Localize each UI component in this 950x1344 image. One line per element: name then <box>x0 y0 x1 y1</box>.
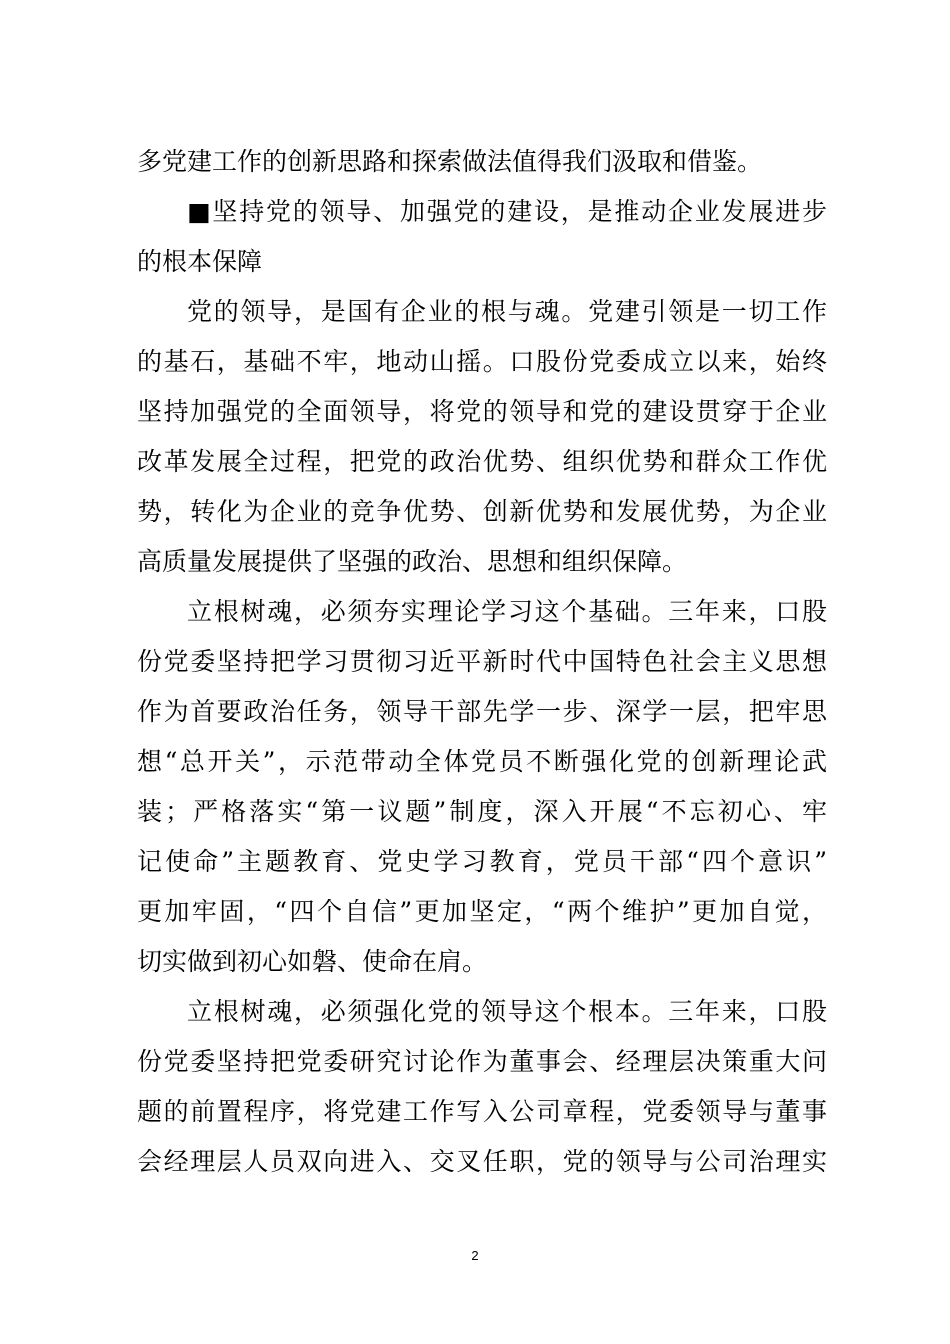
body-line: 改革发展全过程，把党的政治优势、组织优势和群众工作优 <box>137 447 827 476</box>
body-line: 坚持加强党的全面领导，将党的领导和党的建设贯穿于企业 <box>137 397 827 426</box>
section-heading-line: ■坚持党的领导、加强党的建设，是推动企业发展进步 <box>187 197 827 226</box>
body-line: 立根树魂，必须强化党的领导这个根本。三年来，口股 <box>187 997 827 1026</box>
page-number: 2 <box>471 1248 479 1263</box>
body-line: 想“总开关”，示范带动全体党员不断强化党的创新理论武 <box>137 747 827 776</box>
body-line: 党的领导，是国有企业的根与魂。党建引领是一切工作 <box>187 297 827 326</box>
body-line: 切实做到初心如磐、使命在肩。 <box>137 947 488 976</box>
body-line: 份党委坚持把学习贯彻习近平新时代中国特色社会主义思想 <box>137 647 827 676</box>
body-line: 题的前置程序，将党建工作写入公司章程，党委领导与董事 <box>137 1097 827 1126</box>
body-line: 份党委坚持把党委研究讨论作为董事会、经理层决策重大问 <box>137 1047 827 1076</box>
body-line: 作为首要政治任务，领导干部先学一步、深学一层，把牢思 <box>137 697 827 726</box>
body-line: 高质量发展提供了坚强的政治、思想和组织保障。 <box>137 547 688 576</box>
body-line: 势，转化为企业的竞争优势、创新优势和发展优势，为企业 <box>137 497 827 526</box>
body-line: 多党建工作的创新思路和探索做法值得我们汲取和借鉴。 <box>137 147 763 176</box>
body-line: 记使命”主题教育、党史学习教育，党员干部“四个意识” <box>137 847 827 876</box>
body-line: 立根树魂，必须夯实理论学习这个基础。三年来，口股 <box>187 597 827 626</box>
body-line: 会经理层人员双向进入、交叉任职，党的领导与公司治理实 <box>137 1147 827 1176</box>
body-line: 装；严格落实“第一议题”制度，深入开展“不忘初心、牢 <box>137 797 827 826</box>
body-line: 更加牢固，“四个自信”更加坚定，“两个维护”更加自觉， <box>137 897 827 926</box>
body-line: 的基石，基础不牢，地动山摇。口股份党委成立以来，始终 <box>137 347 827 376</box>
section-heading-line: 的根本保障 <box>137 247 263 276</box>
